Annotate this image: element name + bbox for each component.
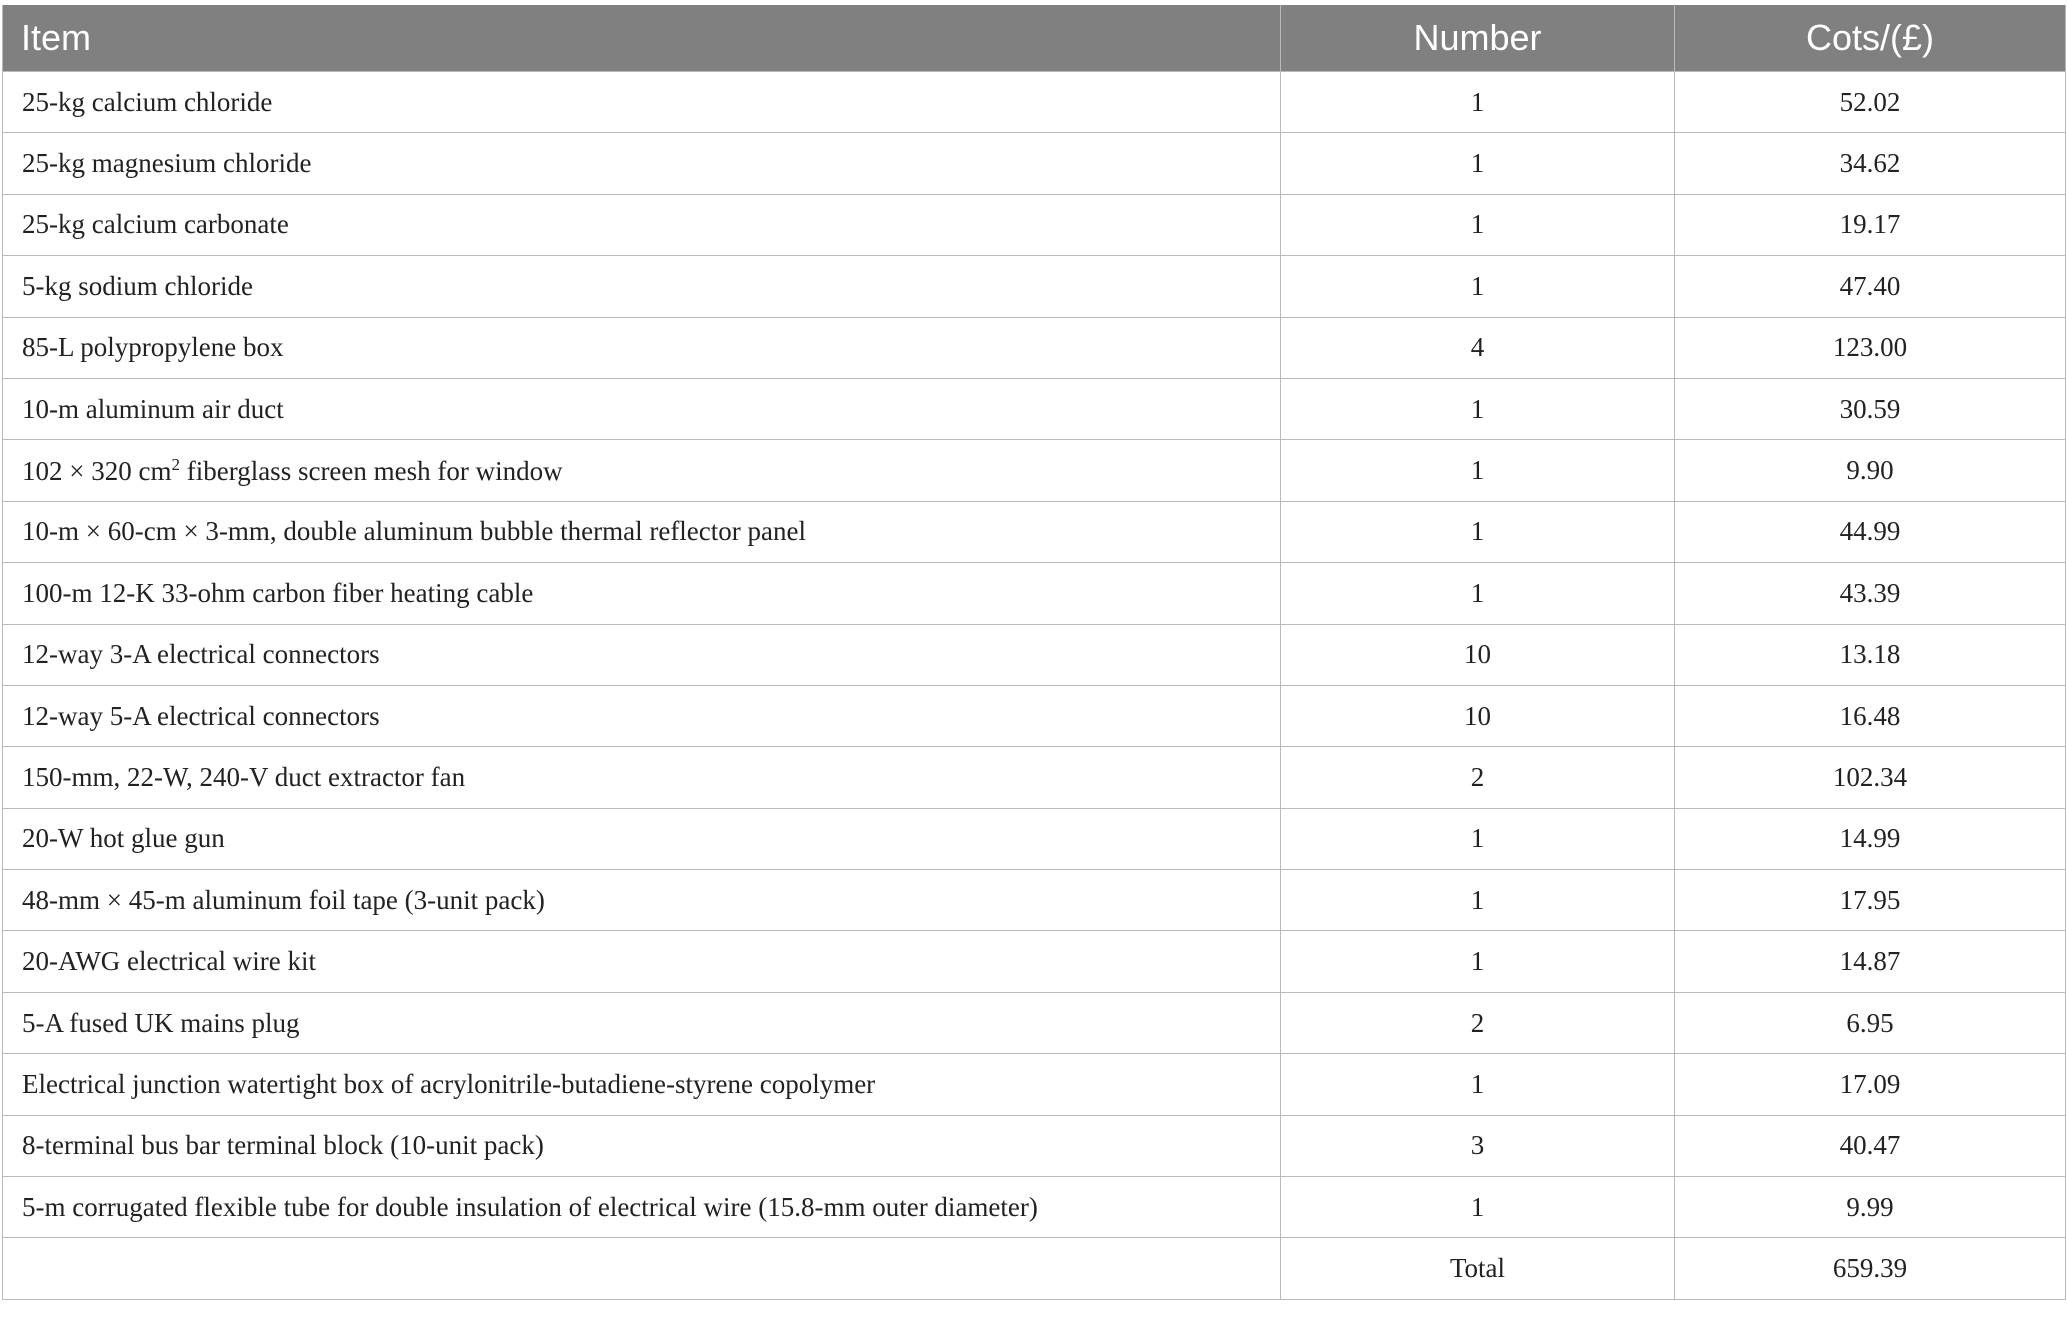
- cell-cost: 6.95: [1675, 992, 2066, 1053]
- table-row: [3, 1054, 2066, 1115]
- table-row: [3, 870, 2066, 931]
- cost-table-container: [2, 5, 2065, 1300]
- table-row: [3, 317, 2066, 378]
- cell-item-suffix: fiberglass screen mesh for window: [179, 455, 563, 486]
- cell-number: 1: [1281, 1054, 1675, 1115]
- cell-cost: 17.09: [1675, 1054, 2066, 1115]
- cell-cost: 52.02: [1675, 72, 2066, 133]
- cell-number: 1: [1281, 501, 1675, 562]
- cell-number: 1: [1281, 808, 1675, 869]
- cell-number: 10: [1281, 624, 1675, 685]
- cell-item: 85-L polypropylene box: [3, 317, 1281, 378]
- cell-number: 1: [1281, 133, 1675, 194]
- cell-number: 2: [1281, 992, 1675, 1053]
- table-row: [3, 440, 2066, 501]
- table-row: [3, 808, 2066, 869]
- cell-item: 25-kg magnesium chloride: [3, 133, 1281, 194]
- cost-table: [2, 5, 2066, 1300]
- cell-number: 10: [1281, 685, 1675, 746]
- table-header: [3, 5, 2066, 72]
- cell-cost: 43.39: [1675, 563, 2066, 624]
- cell-item: Electrical junction watertight box of acrylonitrile-butadiene-styrene copolymer: [3, 1054, 1281, 1115]
- cell-number: 2: [1281, 747, 1675, 808]
- cell-cost: 13.18: [1675, 624, 2066, 685]
- cell-cost: 9.99: [1675, 1177, 2066, 1238]
- cell-number: 1: [1281, 1177, 1675, 1238]
- cell-item: 25-kg calcium carbonate: [3, 194, 1281, 255]
- cell-item: [3, 440, 1281, 501]
- cell-cost: 30.59: [1675, 378, 2066, 439]
- cell-item: 48-mm × 45-m aluminum foil tape (3-unit pack): [3, 870, 1281, 931]
- cell-cost: 14.99: [1675, 808, 2066, 869]
- cell-number: 1: [1281, 256, 1675, 317]
- table-row: [3, 256, 2066, 317]
- cell-item: 5-kg sodium chloride: [3, 256, 1281, 317]
- cell-cost: 47.40: [1675, 256, 2066, 317]
- cell-cost: 123.00: [1675, 317, 2066, 378]
- cell-item: 12-way 3-A electrical connectors: [3, 624, 1281, 685]
- cell-cost: 102.34: [1675, 747, 2066, 808]
- cell-item-superscript: 2: [171, 454, 180, 474]
- cell-item: 10-m aluminum air duct: [3, 378, 1281, 439]
- table-row: [3, 685, 2066, 746]
- table-row: [3, 194, 2066, 255]
- table-row: [3, 624, 2066, 685]
- table-body: [3, 72, 2066, 1300]
- header-item: Item: [3, 5, 1281, 72]
- cell-item: 20-W hot glue gun: [3, 808, 1281, 869]
- total-row: [3, 1238, 2066, 1299]
- cell-item: 25-kg calcium chloride: [3, 72, 1281, 133]
- cell-item: 5-m corrugated flexible tube for double insulation of electrical wire (15.8-mm outer diameter): [3, 1177, 1281, 1238]
- table-row: [3, 72, 2066, 133]
- cell-cost: 40.47: [1675, 1115, 2066, 1176]
- cell-item: 12-way 5-A electrical connectors: [3, 685, 1281, 746]
- total-cost: 659.39: [1675, 1238, 2066, 1299]
- table-row: [3, 501, 2066, 562]
- total-empty-cell: [3, 1238, 1281, 1299]
- cell-number: 1: [1281, 378, 1675, 439]
- cell-cost: 44.99: [1675, 501, 2066, 562]
- cell-item: 20-AWG electrical wire kit: [3, 931, 1281, 992]
- cell-item: 150-mm, 22-W, 240-V duct extractor fan: [3, 747, 1281, 808]
- table-row: [3, 992, 2066, 1053]
- table-row: [3, 1115, 2066, 1176]
- cell-cost: 14.87: [1675, 931, 2066, 992]
- cell-item: 100-m 12-K 33-ohm carbon fiber heating cable: [3, 563, 1281, 624]
- cell-number: 1: [1281, 870, 1675, 931]
- table-row: [3, 1177, 2066, 1238]
- header-number: Number: [1281, 5, 1675, 72]
- cell-cost: 17.95: [1675, 870, 2066, 931]
- cell-number: 3: [1281, 1115, 1675, 1176]
- cell-cost: 16.48: [1675, 685, 2066, 746]
- cell-number: 1: [1281, 194, 1675, 255]
- table-row: [3, 133, 2066, 194]
- cell-number: 1: [1281, 72, 1675, 133]
- cell-item: 5-A fused UK mains plug: [3, 992, 1281, 1053]
- cell-number: 4: [1281, 317, 1675, 378]
- cell-cost: 19.17: [1675, 194, 2066, 255]
- cell-number: 1: [1281, 440, 1675, 501]
- cell-cost: 9.90: [1675, 440, 2066, 501]
- table-row: [3, 563, 2066, 624]
- cell-cost: 34.62: [1675, 133, 2066, 194]
- table-row: [3, 931, 2066, 992]
- header-cost: Cots/(£): [1675, 5, 2066, 72]
- cell-item-prefix: 102 × 320 cm: [22, 455, 172, 486]
- table-row: [3, 747, 2066, 808]
- cell-item: 10-m × 60-cm × 3-mm, double aluminum bubble thermal reflector panel: [3, 501, 1281, 562]
- table-row: [3, 378, 2066, 439]
- total-label: Total: [1281, 1238, 1675, 1299]
- cell-item: 8-terminal bus bar terminal block (10-unit pack): [3, 1115, 1281, 1176]
- cell-number: 1: [1281, 931, 1675, 992]
- header-row: [3, 5, 2066, 72]
- cell-number: 1: [1281, 563, 1675, 624]
